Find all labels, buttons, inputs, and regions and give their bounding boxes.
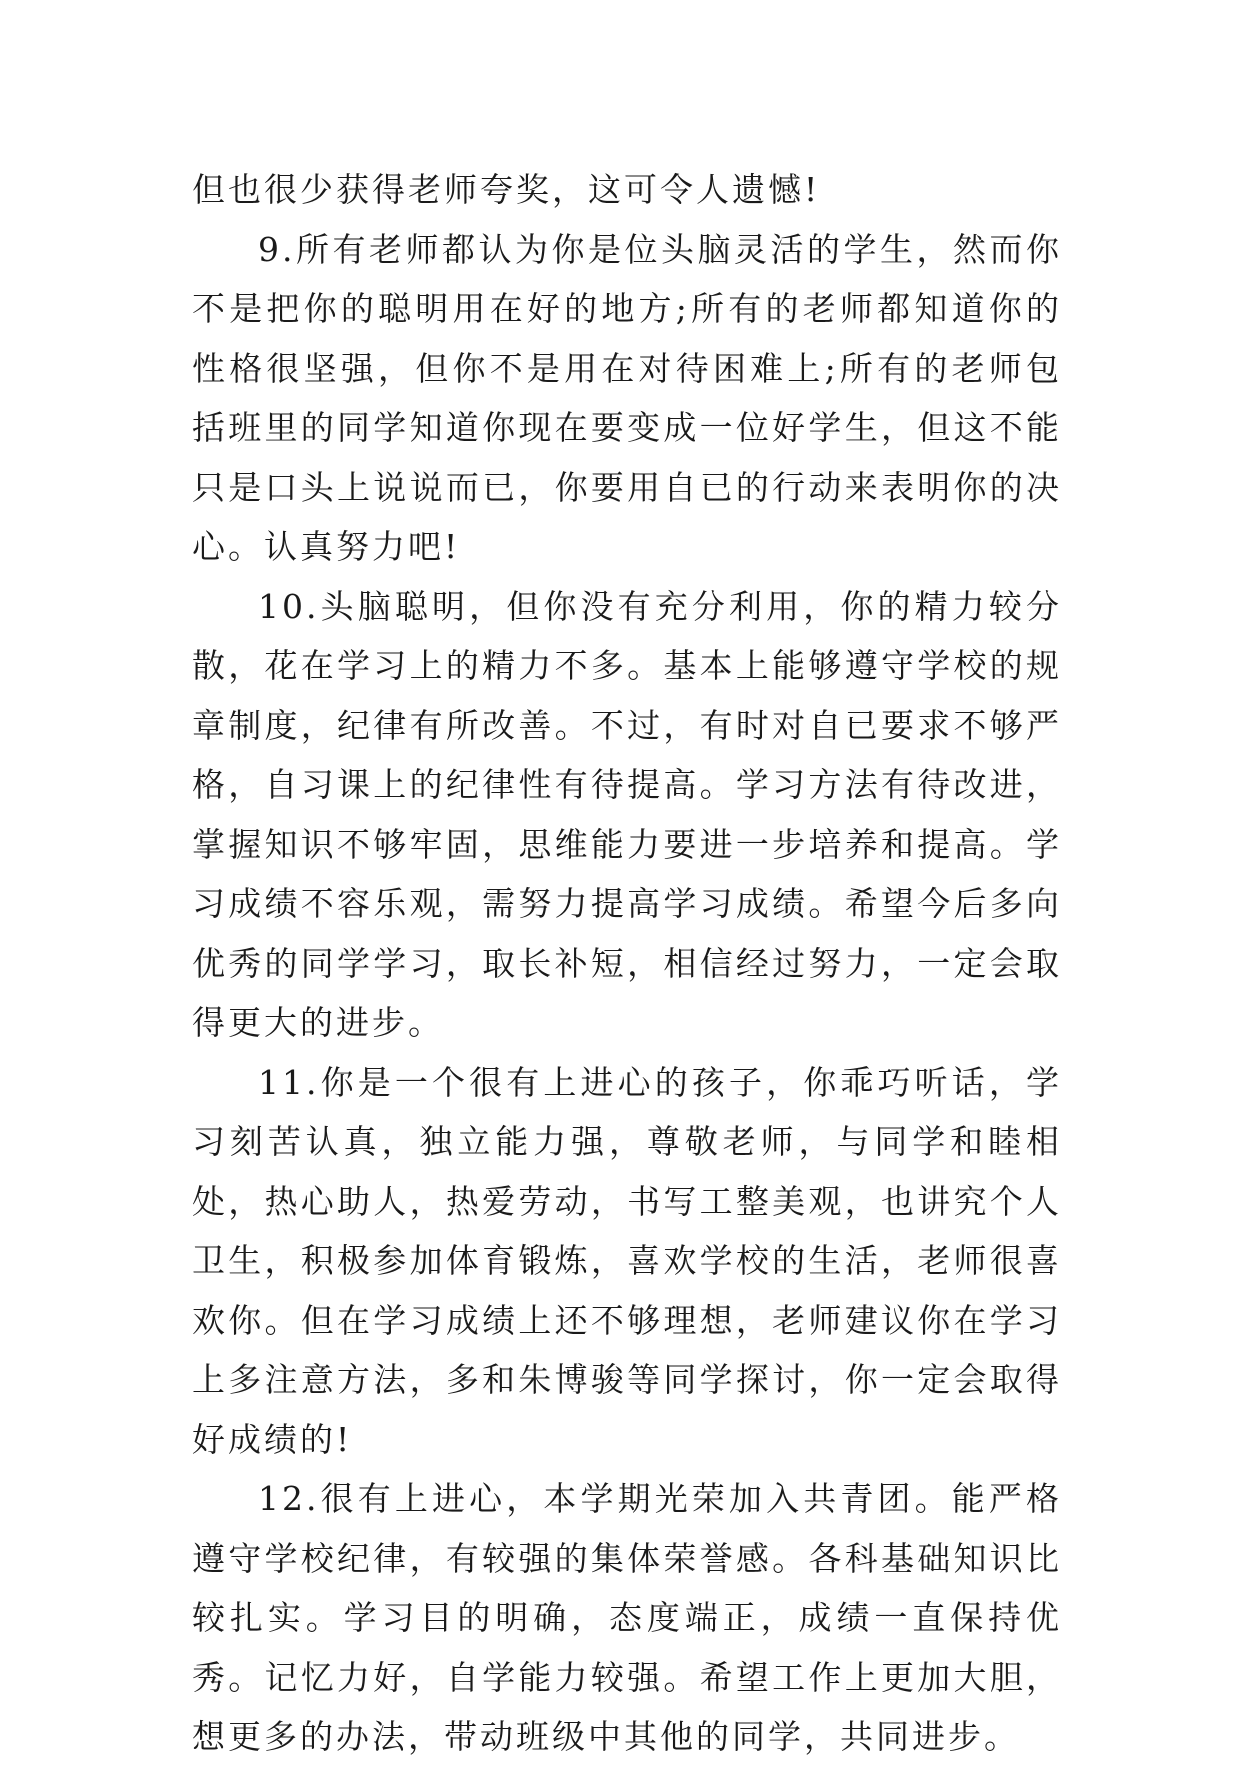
paragraph-item-9: 9.所有老师都认为你是位头脑灵活的学生，然而你不是把你的聪明用在好的地方;所有的老师都知道你的性格很坚强，但你不是用在对待困难上;所有的老师包括班里的同学知道你现在要变成一位好学生，但这不能只是口头上说说而已，你要用自已的行动来表明你的决心。认真努力吧! xyxy=(192,229,1062,566)
paragraph-continuation: 但也很少获得老师夸奖，这可令人遗憾! xyxy=(192,170,821,209)
paragraph-item-12: 12.很有上进心，本学期光荣加入共青团。能严格遵守学校纪律，有较强的集体荣誉感。各科基础知识比较扎实。学习目的明确，态度端正，成绩一直保持优秀。记忆力好，自学能力较强。希望工作上更加大胆，想更多的办法，带动班级中其他的同学，共同进步。 xyxy=(192,1479,1062,1756)
paragraph-item-10: 10.头脑聪明，但你没有充分利用，你的精力较分散，花在学习上的精力不多。基本上能够遵守学校的规章制度，纪律有所改善。不过，有时对自已要求不够严格，自习课上的纪律性有待提高。学习方法有待改进，掌握知识不够牢固，思维能力要进一步培养和提高。学习成绩不容乐观，需努力提高学习成绩。希望今后多向优秀的同学学习，取长补短，相信经过努力，一定会取得更大的进步。 xyxy=(192,586,1062,1042)
paragraph-item-11: 11.你是一个很有上进心的孩子，你乖巧听话，学习刻苦认真，独立能力强，尊敬老师，与同学和睦相处，热心助人，热爱劳动，书写工整美观，也讲究个人卫生，积极参加体育锻炼，喜欢学校的生活，老师很喜欢你。但在学习成绩上还不够理想，老师建议你在学习上多注意方法，多和朱博骏等同学探讨，你一定会取得好成绩的! xyxy=(192,1062,1062,1459)
document-body xyxy=(192,160,1062,1767)
